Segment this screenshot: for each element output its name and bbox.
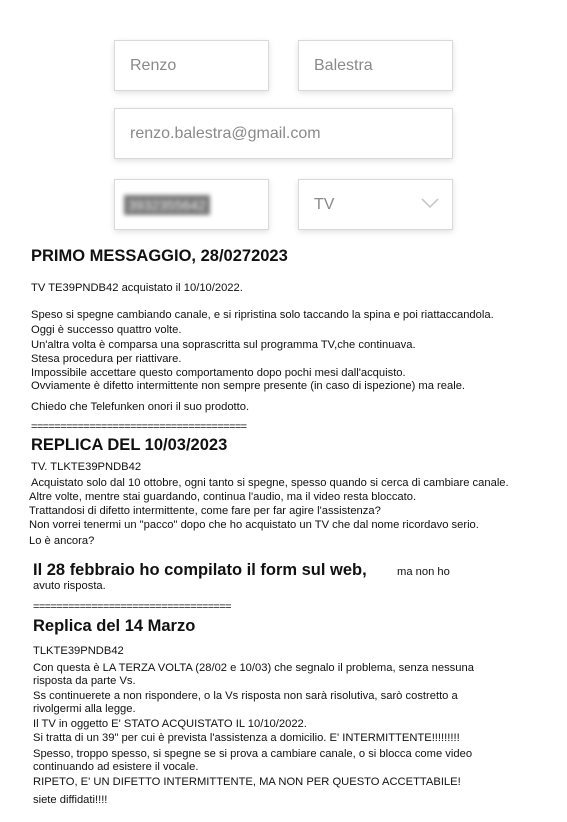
first-name-value: Renzo: [130, 56, 177, 74]
contact-form: [0, 0, 567, 240]
chevron-down-icon: [420, 197, 440, 209]
msg1-closing: Chiedo che Telefunken onori il suo prodotto.: [31, 401, 250, 413]
phone-field[interactable]: [114, 179, 269, 230]
email-field[interactable]: [114, 108, 453, 159]
last-name-field[interactable]: [298, 40, 453, 91]
msg3-line: RIPETO, E' UN DIFETTO INTERMITTENTE, MA NON PER QUESTO ACCETTABILE!: [33, 776, 461, 788]
msg2-line: Acquistato solo dal 10 ottobre, ogni tanto si spegne, spesso quando si cerca di cambiare canale.: [31, 477, 509, 489]
msg3-line: rivolgermi alla legge.: [33, 703, 136, 715]
last-name-value: Balestra: [314, 56, 373, 74]
msg3-line: risposta da parte Vs.: [33, 675, 136, 687]
msg3-title: Replica del 14 Marzo: [33, 617, 196, 635]
web-form-note-bold: Il 28 febbraio ho compilato il form sul web,: [33, 561, 367, 579]
product-select[interactable]: [298, 179, 453, 230]
msg1-line: Stesa procedura per riattivare.: [31, 353, 182, 365]
msg1-line: Speso si spegne cambiando canale, e si ripristina solo taccando la spina e poi riattaccandola.: [31, 309, 494, 321]
msg3-line: siete diffidati!!!!: [33, 794, 108, 806]
msg3-line: Il TV in oggetto E' STATO ACQUISTATO IL 10/10/2022.: [33, 718, 307, 730]
email-value: renzo.balestra@gmail.com: [130, 124, 321, 142]
web-form-note-text: ma non ho: [397, 566, 450, 578]
separator: =====================================: [31, 421, 247, 433]
msg1-title: PRIMO MESSAGGIO, 28/0272023: [31, 247, 288, 265]
msg3-line: Si tratta di un 39" per cui è prevista l'assistenza a domicilio. E' INTERMITTENTE!!!!!!!!!: [33, 732, 460, 744]
product-select-value: TV: [314, 195, 335, 213]
msg1-line: Un'altra volta è comparsa una soprascritta sul programma TV,che continuava.: [31, 339, 416, 351]
web-form-note-text: avuto risposta.: [33, 580, 106, 592]
msg3-product-line: TLKTE39PNDB42: [33, 645, 124, 657]
msg2-line: Trattandosi di difetto intermittente, come fare per far agire l'assistenza?: [29, 505, 381, 517]
msg3-line: continuando ad esistere il vocale.: [33, 761, 199, 773]
msg2-line: Altre volte, mentre stai guardando, continua l'audio, ma il video resta bloccato.: [29, 491, 417, 503]
msg1-line: Impossibile accettare questo comportamento dopo pochi mesi dall'acquisto.: [31, 367, 406, 379]
first-name-field[interactable]: [114, 40, 269, 91]
msg3-line: Spesso, troppo spesso, si spegne se si prova a cambiare canale, o si blocca come video: [33, 748, 473, 760]
msg3-line: Con questa è LA TERZA VOLTA (28/02 e 10/03) che segnalo il problema, senza nessuna: [33, 662, 474, 674]
separator: ==================================: [33, 601, 232, 613]
msg2-product-line: TV. TLKTE39PNDB42: [31, 461, 142, 473]
msg1-line: Ovviamente è difetto intermittente non sempre presente (in caso di ispezione) ma reale.: [31, 380, 466, 392]
msg2-line: Non vorrei tenermi un "pacco" dopo che ho acquistato un TV che dal nome ricordavo serio.: [29, 519, 479, 531]
phone-value-blurred: 3932355642: [124, 195, 210, 215]
msg2-title: REPLICA DEL 10/03/2023: [31, 436, 228, 454]
msg3-line: Ss continuerete a non rispondere, o la Vs risposta non sarà risolutiva, sarò costretto a: [33, 690, 458, 702]
msg2-line: Lo è ancora?: [29, 535, 95, 547]
msg1-line: Oggi è successo quattro volte.: [31, 324, 182, 336]
msg1-product-line: TV TE39PNDB42 acquistato il 10/10/2022.: [31, 282, 243, 294]
